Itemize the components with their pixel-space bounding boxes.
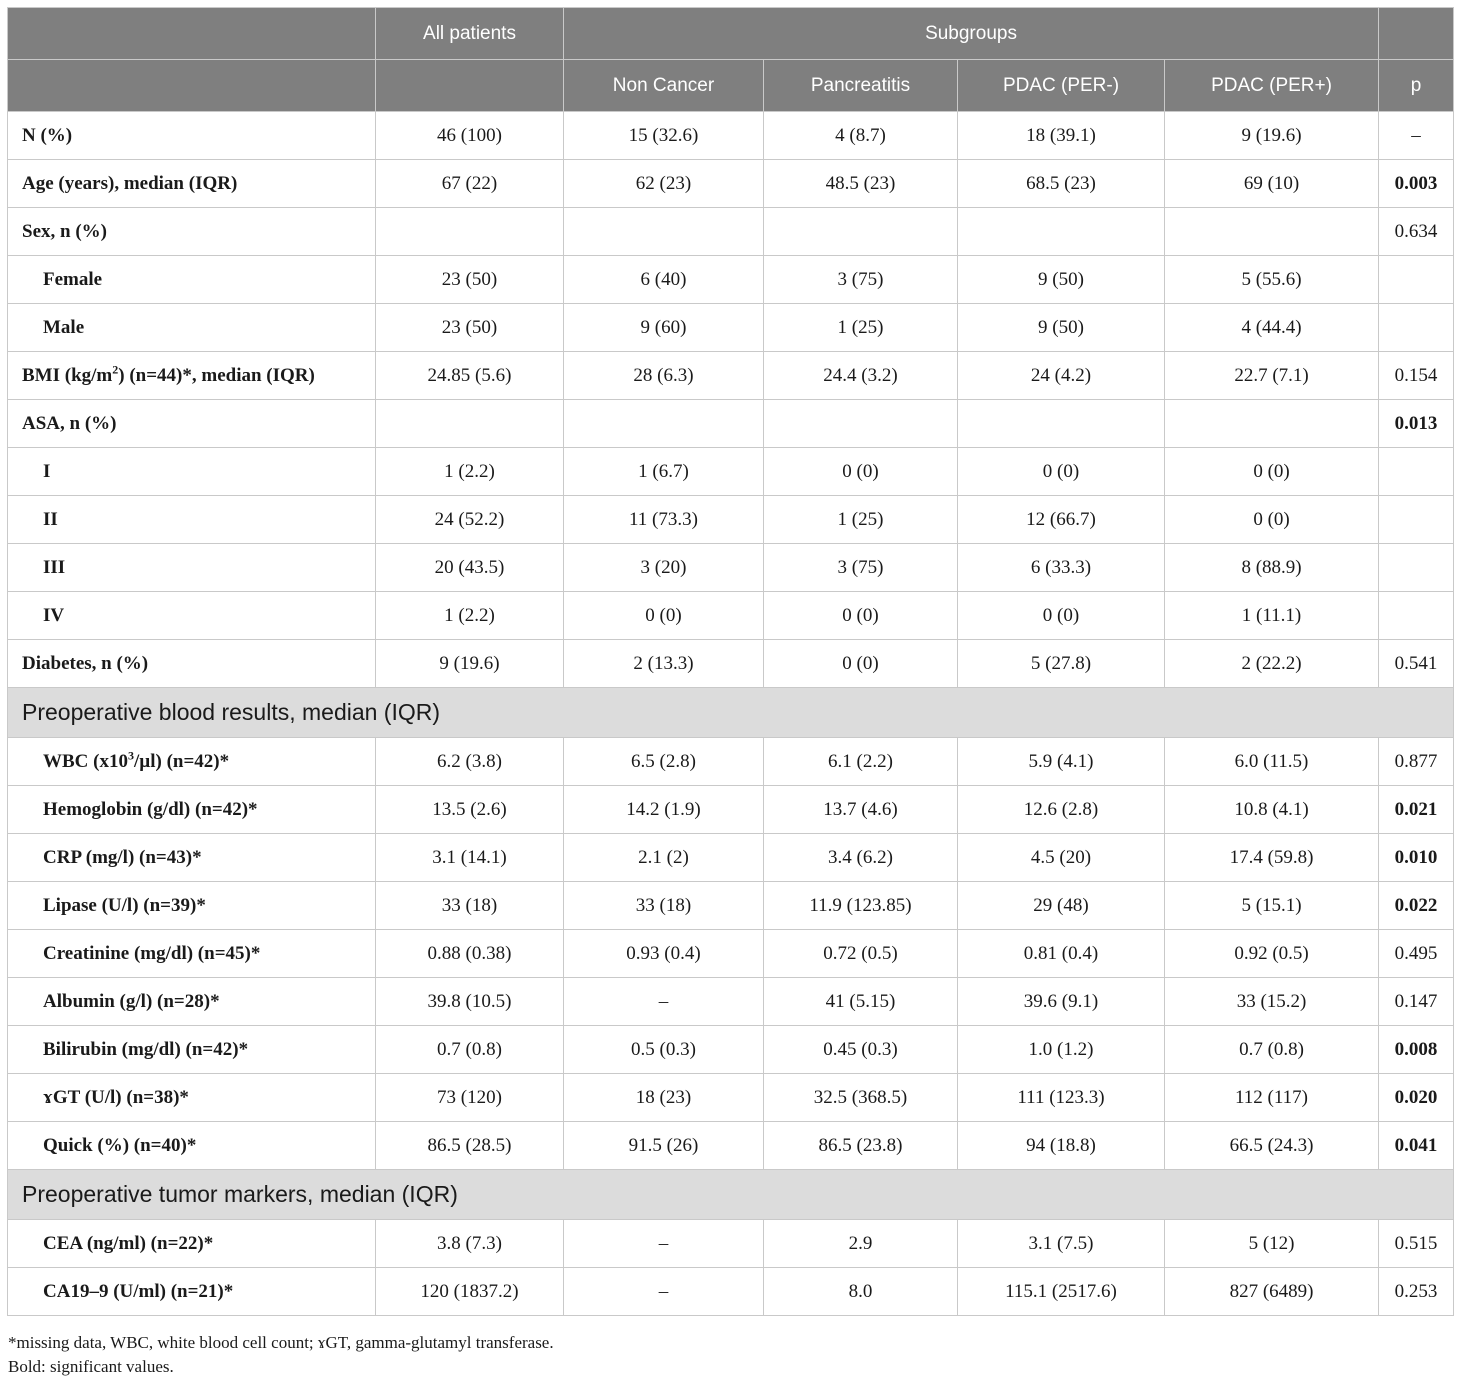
- cell-pancreatitis: 3 (75): [764, 256, 958, 304]
- cell-p: 0.020: [1379, 1074, 1454, 1122]
- table-row: [8, 1268, 1454, 1316]
- table-row: [8, 544, 1454, 592]
- cell-p: 0.041: [1379, 1122, 1454, 1170]
- cell-pdac-neg: 12.6 (2.8): [958, 786, 1165, 834]
- cell-p: [1379, 544, 1454, 592]
- header-pancreatitis: Pancreatitis: [764, 60, 958, 112]
- cell-pancreatitis: 3.4 (6.2): [764, 834, 958, 882]
- cell-non-cancer: 18 (23): [564, 1074, 764, 1122]
- cell-pdac-pos: 5 (12): [1165, 1220, 1379, 1268]
- cell-all: [376, 400, 564, 448]
- cell-all: 24 (52.2): [376, 496, 564, 544]
- cell-pdac-neg: 115.1 (2517.6): [958, 1268, 1165, 1316]
- row-label: ɤGT (U/l) (n=38)*: [8, 1074, 376, 1122]
- table-row: [8, 592, 1454, 640]
- footnote-missing-data: *missing data, WBC, white blood cell count; ɤGT, gamma-glutamyl transferase.: [8, 1333, 554, 1352]
- row-label: Sex, n (%): [8, 208, 376, 256]
- cell-non-cancer: 62 (23): [564, 160, 764, 208]
- cell-pdac-pos: 5 (15.1): [1165, 882, 1379, 930]
- row-label: N (%): [8, 112, 376, 160]
- section-header-tumor: [8, 1170, 1454, 1220]
- cell-all: 3.1 (14.1): [376, 834, 564, 882]
- cell-pdac-neg: 0.81 (0.4): [958, 930, 1165, 978]
- row-label: CEA (ng/ml) (n=22)*: [8, 1220, 376, 1268]
- table-row: [8, 112, 1454, 160]
- cell-all: 39.8 (10.5): [376, 978, 564, 1026]
- table-footnotes: [8, 1331, 554, 1379]
- cell-pancreatitis: 6.1 (2.2): [764, 738, 958, 786]
- table-row: [8, 352, 1454, 400]
- cell-pdac-neg: 3.1 (7.5): [958, 1220, 1165, 1268]
- cell-pdac-neg: 0 (0): [958, 592, 1165, 640]
- row-label: I: [8, 448, 376, 496]
- cell-pdac-pos: 8 (88.9): [1165, 544, 1379, 592]
- cell-pdac-pos: 5 (55.6): [1165, 256, 1379, 304]
- cell-pdac-neg: [958, 208, 1165, 256]
- row-label: III: [8, 544, 376, 592]
- table-row: [8, 496, 1454, 544]
- footnote-bold-legend: Bold: significant values.: [8, 1357, 174, 1376]
- cell-pdac-neg: 9 (50): [958, 256, 1165, 304]
- cell-p: 0.003: [1379, 160, 1454, 208]
- row-label: Hemoglobin (g/dl) (n=42)*: [8, 786, 376, 834]
- cell-pdac-neg: 94 (18.8): [958, 1122, 1165, 1170]
- cell-non-cancer: 0.93 (0.4): [564, 930, 764, 978]
- table-row: [8, 640, 1454, 688]
- section-header-blood: [8, 688, 1454, 738]
- cell-pdac-neg: 5.9 (4.1): [958, 738, 1165, 786]
- cell-all: 1 (2.2): [376, 448, 564, 496]
- cell-non-cancer: 9 (60): [564, 304, 764, 352]
- cell-non-cancer: 1 (6.7): [564, 448, 764, 496]
- row-label: Diabetes, n (%): [8, 640, 376, 688]
- table-row: [8, 738, 1454, 786]
- cell-pancreatitis: 1 (25): [764, 496, 958, 544]
- cell-non-cancer: 15 (32.6): [564, 112, 764, 160]
- row-label: WBC $(x10^3/\mu l)$ (n=42)*: [8, 738, 376, 786]
- header-row-columns: [8, 60, 1454, 112]
- row-label: Female: [8, 256, 376, 304]
- cell-pancreatitis: 3 (75): [764, 544, 958, 592]
- cell-pdac-neg: 39.6 (9.1): [958, 978, 1165, 1026]
- cell-non-cancer: 6 (40): [564, 256, 764, 304]
- cell-pdac-pos: 827 (6489): [1165, 1268, 1379, 1316]
- cell-non-cancer: 0.5 (0.3): [564, 1026, 764, 1074]
- cell-p: 0.021: [1379, 786, 1454, 834]
- cell-pancreatitis: [764, 208, 958, 256]
- header-blank: [8, 8, 376, 60]
- cell-pdac-pos: 1 (11.1): [1165, 592, 1379, 640]
- table-row: [8, 930, 1454, 978]
- cell-pancreatitis: 11.9 (123.85): [764, 882, 958, 930]
- table-row: [8, 400, 1454, 448]
- header-pdac-pos: PDAC (PER+): [1165, 60, 1379, 112]
- cell-pdac-pos: 69 (10): [1165, 160, 1379, 208]
- table-row: [8, 1220, 1454, 1268]
- cell-non-cancer: –: [564, 1220, 764, 1268]
- section-title-tumor: Preoperative tumor markers, median (IQR): [8, 1170, 1454, 1220]
- cell-all: 20 (43.5): [376, 544, 564, 592]
- cell-pdac-pos: 4 (44.4): [1165, 304, 1379, 352]
- cell-non-cancer: 0 (0): [564, 592, 764, 640]
- cell-pancreatitis: [764, 400, 958, 448]
- row-label: Quick (%) (n=40)*: [8, 1122, 376, 1170]
- cell-pdac-neg: 12 (66.7): [958, 496, 1165, 544]
- cell-p: 0.877: [1379, 738, 1454, 786]
- cell-pdac-neg: 29 (48): [958, 882, 1165, 930]
- table-row: [8, 882, 1454, 930]
- cell-non-cancer: 6.5 (2.8): [564, 738, 764, 786]
- cell-pancreatitis: 48.5 (23): [764, 160, 958, 208]
- cell-all: 9 (19.6): [376, 640, 564, 688]
- cell-pancreatitis: 32.5 (368.5): [764, 1074, 958, 1122]
- cell-pdac-pos: 66.5 (24.3): [1165, 1122, 1379, 1170]
- cell-pdac-pos: 112 (117): [1165, 1074, 1379, 1122]
- cell-non-cancer: 91.5 (26): [564, 1122, 764, 1170]
- cell-p: 0.253: [1379, 1268, 1454, 1316]
- cell-p: 0.495: [1379, 930, 1454, 978]
- cell-pdac-pos: 2 (22.2): [1165, 640, 1379, 688]
- cell-all: 23 (50): [376, 256, 564, 304]
- cell-non-cancer: [564, 208, 764, 256]
- row-label: ASA, n (%): [8, 400, 376, 448]
- cell-p: 0.541: [1379, 640, 1454, 688]
- cell-pancreatitis: 41 (5.15): [764, 978, 958, 1026]
- cell-pdac-neg: 111 (123.3): [958, 1074, 1165, 1122]
- row-label: II: [8, 496, 376, 544]
- cell-p: 0.634: [1379, 208, 1454, 256]
- cell-non-cancer: 2.1 (2): [564, 834, 764, 882]
- cell-all: 120 (1837.2): [376, 1268, 564, 1316]
- cell-all: 3.8 (7.3): [376, 1220, 564, 1268]
- table-row: [8, 208, 1454, 256]
- cell-pancreatitis: 0 (0): [764, 448, 958, 496]
- header-blank-p: [1379, 8, 1454, 60]
- header-blank-all: [376, 60, 564, 112]
- section-title-blood: Preoperative blood results, median (IQR): [8, 688, 1454, 738]
- cell-non-cancer: 33 (18): [564, 882, 764, 930]
- cell-p: 0.010: [1379, 834, 1454, 882]
- table-row: [8, 1026, 1454, 1074]
- cell-p: –: [1379, 112, 1454, 160]
- cell-pdac-pos: 0.7 (0.8): [1165, 1026, 1379, 1074]
- cell-pdac-pos: 10.8 (4.1): [1165, 786, 1379, 834]
- header-blank-label: [8, 60, 376, 112]
- cell-all: 33 (18): [376, 882, 564, 930]
- cell-all: 1 (2.2): [376, 592, 564, 640]
- row-label: Age (years), median (IQR): [8, 160, 376, 208]
- cell-pdac-neg: 6 (33.3): [958, 544, 1165, 592]
- cell-all: 6.2 (3.8): [376, 738, 564, 786]
- cell-all: 67 (22): [376, 160, 564, 208]
- cell-p: [1379, 496, 1454, 544]
- cell-pancreatitis: 8.0: [764, 1268, 958, 1316]
- cell-pancreatitis: 4 (8.7): [764, 112, 958, 160]
- row-label: CA19–9 (U/ml) (n=21)*: [8, 1268, 376, 1316]
- cell-all: [376, 208, 564, 256]
- table-row: [8, 256, 1454, 304]
- table-row: [8, 304, 1454, 352]
- row-label: Creatinine (mg/dl) (n=45)*: [8, 930, 376, 978]
- header-p: p: [1379, 60, 1454, 112]
- cell-pdac-pos: 0.92 (0.5): [1165, 930, 1379, 978]
- cell-pdac-neg: 1.0 (1.2): [958, 1026, 1165, 1074]
- cell-pdac-neg: 18 (39.1): [958, 112, 1165, 160]
- cell-pdac-neg: 4.5 (20): [958, 834, 1165, 882]
- cell-pdac-pos: [1165, 208, 1379, 256]
- cell-all: 73 (120): [376, 1074, 564, 1122]
- row-label: Lipase (U/l) (n=39)*: [8, 882, 376, 930]
- cell-non-cancer: 14.2 (1.9): [564, 786, 764, 834]
- cell-p: 0.154: [1379, 352, 1454, 400]
- cell-pancreatitis: 24.4 (3.2): [764, 352, 958, 400]
- cell-p: [1379, 448, 1454, 496]
- cell-all: 0.88 (0.38): [376, 930, 564, 978]
- cell-non-cancer: –: [564, 1268, 764, 1316]
- cell-pancreatitis: 0 (0): [764, 592, 958, 640]
- cell-pdac-pos: 22.7 (7.1): [1165, 352, 1379, 400]
- cell-pdac-neg: 9 (50): [958, 304, 1165, 352]
- cell-pancreatitis: 2.9: [764, 1220, 958, 1268]
- table-row: [8, 978, 1454, 1026]
- cell-all: 23 (50): [376, 304, 564, 352]
- table-row: [8, 1074, 1454, 1122]
- cell-all: 13.5 (2.6): [376, 786, 564, 834]
- cell-pancreatitis: 13.7 (4.6): [764, 786, 958, 834]
- row-label: Bilirubin (mg/dl) (n=42)*: [8, 1026, 376, 1074]
- cell-non-cancer: 3 (20): [564, 544, 764, 592]
- cell-non-cancer: 28 (6.3): [564, 352, 764, 400]
- cell-all: 0.7 (0.8): [376, 1026, 564, 1074]
- cell-pdac-neg: 68.5 (23): [958, 160, 1165, 208]
- cell-p: 0.013: [1379, 400, 1454, 448]
- cell-all: 46 (100): [376, 112, 564, 160]
- cell-non-cancer: –: [564, 978, 764, 1026]
- table-row: [8, 448, 1454, 496]
- table-row: [8, 1122, 1454, 1170]
- cell-non-cancer: [564, 400, 764, 448]
- cell-pdac-neg: 24 (4.2): [958, 352, 1165, 400]
- row-label: CRP (mg/l) (n=43)*: [8, 834, 376, 882]
- table-row: [8, 834, 1454, 882]
- patient-characteristics-table: [7, 7, 1454, 1316]
- cell-pdac-pos: 0 (0): [1165, 448, 1379, 496]
- cell-pancreatitis: 86.5 (23.8): [764, 1122, 958, 1170]
- cell-pdac-pos: [1165, 400, 1379, 448]
- cell-non-cancer: 2 (13.3): [564, 640, 764, 688]
- cell-pdac-pos: 17.4 (59.8): [1165, 834, 1379, 882]
- header-pdac-neg: PDAC (PER-): [958, 60, 1165, 112]
- cell-pdac-neg: 0 (0): [958, 448, 1165, 496]
- cell-pancreatitis: 0 (0): [764, 640, 958, 688]
- cell-pancreatitis: 1 (25): [764, 304, 958, 352]
- cell-pdac-pos: 0 (0): [1165, 496, 1379, 544]
- cell-pdac-pos: 6.0 (11.5): [1165, 738, 1379, 786]
- cell-all: 86.5 (28.5): [376, 1122, 564, 1170]
- cell-pdac-pos: 9 (19.6): [1165, 112, 1379, 160]
- table-row: [8, 160, 1454, 208]
- header-subgroups: Subgroups: [564, 8, 1379, 60]
- cell-pancreatitis: 0.45 (0.3): [764, 1026, 958, 1074]
- row-label: BMI $(kg/m^2)$ (n=44)*, median (IQR): [8, 352, 376, 400]
- cell-all: 24.85 (5.6): [376, 352, 564, 400]
- row-label: IV: [8, 592, 376, 640]
- cell-p: 0.147: [1379, 978, 1454, 1026]
- header-all-patients: All patients: [376, 8, 564, 60]
- header-row-top: [8, 8, 1454, 60]
- cell-p: [1379, 592, 1454, 640]
- table-row: [8, 786, 1454, 834]
- cell-p: 0.022: [1379, 882, 1454, 930]
- cell-p: [1379, 304, 1454, 352]
- header-non-cancer: Non Cancer: [564, 60, 764, 112]
- cell-p: [1379, 256, 1454, 304]
- cell-p: 0.515: [1379, 1220, 1454, 1268]
- cell-pdac-neg: [958, 400, 1165, 448]
- cell-pancreatitis: 0.72 (0.5): [764, 930, 958, 978]
- cell-pdac-neg: 5 (27.8): [958, 640, 1165, 688]
- row-label: Male: [8, 304, 376, 352]
- cell-pdac-pos: 33 (15.2): [1165, 978, 1379, 1026]
- cell-p: 0.008: [1379, 1026, 1454, 1074]
- cell-non-cancer: 11 (73.3): [564, 496, 764, 544]
- row-label: Albumin (g/l) (n=28)*: [8, 978, 376, 1026]
